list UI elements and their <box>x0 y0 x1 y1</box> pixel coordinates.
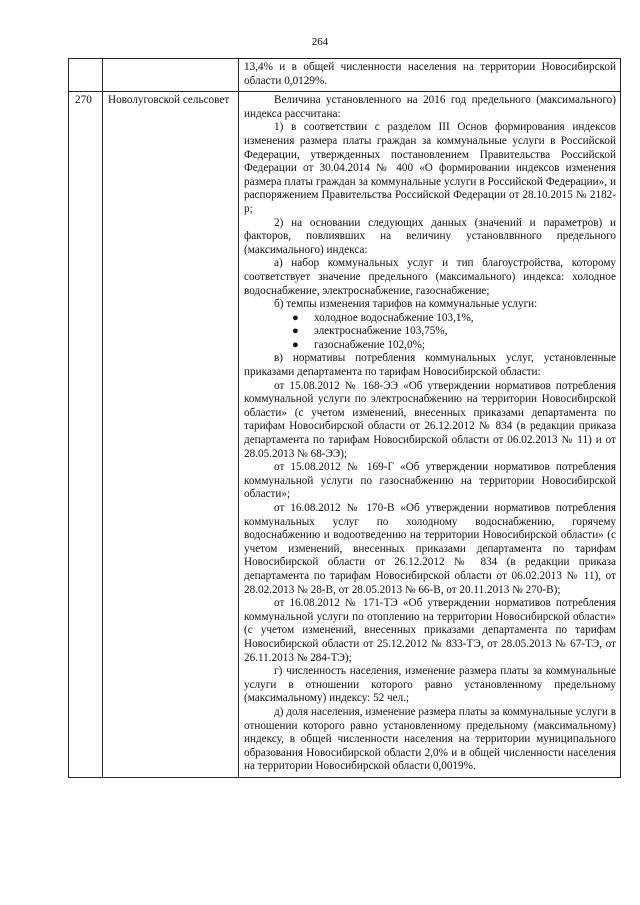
bullet-icon: ● <box>292 338 299 351</box>
paragraph: в) нормативы потребления коммунальных услуг, установленные приказами департамента по тарифам Новосибирской области: <box>244 352 616 379</box>
paragraph: от 15.08.2012 № 168-ЭЭ «Об утверждении нормативов потребления коммунальной услуги по электроснабжению на территории Новосибирской области» (с учетом изменений, внесенных приказами департамента по тарифам Новосибирской области от 26.12.2012 № 834 (в редакции приказа департамента по тарифам Новосибирской области от 06.02.2013 № 11) и от 28.05.2013 № 68-ЭЭ); <box>244 379 616 460</box>
paragraph: 13,4% и в общей численности населения на территории Новосибирской области 0,0129%. <box>244 61 616 87</box>
list-item <box>244 339 616 353</box>
paragraph: д) доля населения, изменение размера платы за коммунальные услуги в отношении которого равно установленному предельному (максимальному) индексу, в общей численности населения на территории муниципального образования Новосибирской области 2,0% и в общей численности населения на территории Новосибирской области 0,0019%. <box>244 705 616 773</box>
bullet-icon: ● <box>292 311 299 324</box>
row-number-cell <box>69 59 103 92</box>
tariff-list <box>244 312 616 353</box>
municipality-cell <box>103 59 239 92</box>
paragraph: от 15.08.2012 № 169-Г «Об утверждении нормативов потребления коммунальной услуги по газоснабжению на территории Новосибирской области»; <box>244 461 616 501</box>
bullet-icon: ● <box>292 325 299 338</box>
table-row <box>69 92 621 778</box>
table-row <box>69 59 621 92</box>
page-number: 264 <box>311 36 329 48</box>
index-table <box>68 58 621 778</box>
list-item <box>244 312 616 326</box>
row-number-cell: 270 <box>69 92 103 778</box>
paragraph: от 16.08.2012 № 170-В «Об утверждении нормативов потребления коммунальных услуг по холодному водоснабжению, горячему водоснабжению и водоотведению на территории Новосибирской области» (с учетом изменений, внесенных приказами департамента по тарифам Новосибирской области от 26.12.2012 № 834 (в редакции приказа департамента по тарифам Новосибирской области от 06.02.2013 № 11), от 28.02.2013 № 28-В, от 28.05.2013 № 66-В, от 20.11.2013 № 270-В); <box>244 502 616 596</box>
list-item <box>244 325 616 339</box>
list-item-text: газоснабжение 102,0%; <box>314 338 425 351</box>
paragraph: 2) на основании следующих данных (значений и параметров) и факторов, повлиявших на величину установлвнного предельного (максимального) индекса: <box>244 216 616 256</box>
description-cell <box>239 92 621 778</box>
list-item-text: электроснабжение 103,75%, <box>314 325 448 338</box>
municipality-cell: Новолуговской сельсовет <box>103 92 239 778</box>
paragraph: от 16.08.2012 № 171-ТЭ «Об утверждении нормативов потребления коммунальной услуги по отоплению на территории Новосибирской области» (с учетом изменений, внесенных приказами департамента по тарифам Новосибирской области от 25.12.2012 № 833-ТЭ, от 28.05.2013 № 67-ТЭ, от 26.11.2013 № 284-ТЭ); <box>244 597 616 664</box>
paragraph: 1) в соответствии с разделом III Основ формирования индексов изменения размера платы граждан за коммунальные услуги в Российской Федерации, утвержденных постановлением Правительства Российской Федерации от 30.04.2014 № 400 «О формировании индексов изменения размера платы граждан за коммунальные услуги в Российской Федерации», и распоряжением Правительства Российской Федерации от 28.10.2015 № 2182-р; <box>244 121 616 215</box>
paragraph: а) набор коммунальных услуг и тип благоустройства, которому соответствует значение предельного (максимального) индекса: холодное водоснабжение, электроснабжение, газоснабжение; <box>244 257 616 297</box>
list-item-text: холодное водоснабжение 103,1%, <box>314 311 474 324</box>
paragraph: Величина установленного на 2016 год предельного (максимального) индекса рассчитана: <box>244 94 616 120</box>
description-cell <box>239 59 621 92</box>
paragraph: г) численность населения, изменение размера платы за коммунальные услуги в отношении которого равно установленному предельному (максимальному) индексу: 52 чел.; <box>244 665 616 705</box>
paragraph: б) темпы изменения тарифов на коммунальные услуги: <box>274 298 538 311</box>
